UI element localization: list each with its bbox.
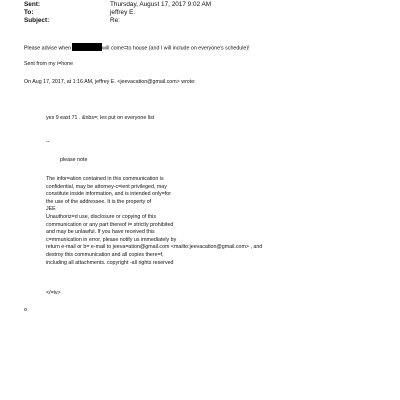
sent-from-line: Sent from my i=hone <box>24 61 74 67</box>
please-note-line: please note <box>60 157 88 163</box>
closing-tag-line: </=iv> <box>46 290 61 296</box>
confidentiality-disclaimer <box>46 176 262 267</box>
disclaimer-line: confidential, may be attorney-c=ient privileged, may <box>46 183 167 190</box>
disclaimer-line: destroy this communication and all copies there=f, <box>46 251 164 258</box>
advise-text-before: Please advise when <box>24 45 72 52</box>
sent-label: Sent: <box>24 1 40 8</box>
disclaimer-line: The infor=ation contained in this communication is <box>46 176 164 182</box>
bullet-marker: o <box>24 307 27 313</box>
redaction-box <box>72 43 102 51</box>
disclaimer-line: the use of the addressee. It is the property of <box>46 198 152 205</box>
disclaimer-line: and may be unlawful. If you have received this <box>46 229 155 236</box>
to-value: jeffrey E. <box>110 9 136 16</box>
disclaimer-line: JEE <box>46 206 56 213</box>
disclaimer-line: constitute inside information, and is intended only=for <box>46 191 171 198</box>
to-label: To: <box>24 9 34 16</box>
quote-header-line: On Aug 17, 2017, at 1:16 AM, jeffrey E. <jeevacation@gmail.com> wrote: <box>24 79 196 85</box>
subject-label: Subject: <box>24 17 50 24</box>
disclaimer-line: communication or any part thereof i= strictly prohibited <box>46 221 174 228</box>
sent-value: Thursday, August 17, 2017 9:02 AM <box>110 1 212 8</box>
signature-dashes: -- <box>46 139 50 145</box>
advise-line <box>24 43 250 53</box>
disclaimer-line: c=mmunication in error, please notify us immediately by <box>46 236 177 243</box>
advise-text-after: will come=to house (and I will include on everyone's schedule)! <box>102 45 250 52</box>
subject-value: Re: <box>110 17 120 24</box>
disclaimer-line: Unauthoriz=d use, disclosure or copying of this <box>46 213 156 220</box>
disclaimer-line: return e-mail or b= e-mail to jeeva=ation@gmail.com <mailto:jeevacation@gmail.com> , and <box>46 244 263 251</box>
quoted-reply-line: yes 9 east 71 . &nbs=; les put on everyone list <box>46 115 155 121</box>
disclaimer-line: including all attachments. copyright -all rights reserved <box>46 259 174 266</box>
